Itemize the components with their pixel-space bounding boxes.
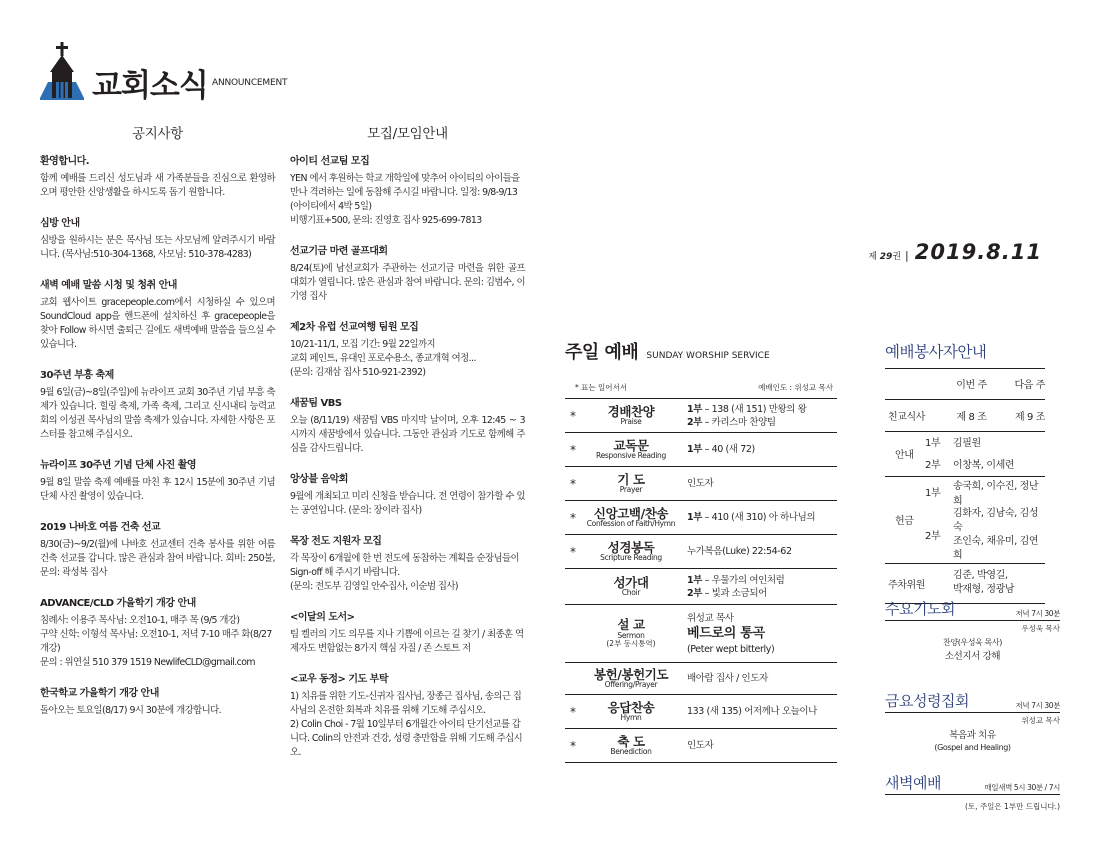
worship-row (565, 433, 837, 467)
notice-title: 뉴라이프 30주년 기념 단체 사진 촬영 (40, 460, 197, 471)
standing-note: * 표는 일어서서 (575, 383, 627, 392)
worship-item-en: Sermon (617, 631, 645, 641)
gathering-item (290, 673, 525, 760)
notice-item (40, 459, 275, 504)
notice-item (40, 369, 275, 442)
friday-time: 저녁 7시 30분 (1015, 701, 1060, 710)
worship-item-en: Responsive Reading (596, 451, 666, 461)
worship-item-en: Choir (621, 588, 641, 598)
gathering-body: 각 목장이 6개월에 한 번 전도에 동참하는 계획을 순장님들이 Sign-off 해 주시기 바랍니다. (문의: 전도부 김영일 안수집사, 이순범 집사) (290, 553, 520, 592)
detail-text: – 카리스마 찬양팀 (702, 416, 776, 428)
worship-item-ko: 봉헌/봉헌기도 (593, 666, 669, 682)
worship-item-detail (681, 511, 837, 524)
gathering-title: 제2차 유럽 선교여행 팀원 모집 (290, 322, 419, 333)
worship-item-name (581, 507, 681, 529)
standing-mark: * (570, 704, 576, 719)
page-title: 교회소식 (92, 68, 208, 104)
gathering-title: 목장 전도 지원자 모집 (290, 536, 382, 547)
worship-item-en: Confession of Faith/Hymn (586, 519, 676, 529)
worship-order (565, 338, 837, 763)
date-separator: | (905, 249, 909, 262)
gathering-body: 10/21-11/1, 모집 기간: 9월 22일까지 교회 페인트, 유대인 포로수용소, 종교개혁 여정... (문의: 김재삼 집사 510-921-2392) (290, 339, 476, 378)
sermon-preacher: 위성교 목사 (687, 612, 734, 624)
gathering-title: 선교기금 마련 골프대회 (290, 246, 388, 257)
guide-label: 안내 (895, 450, 914, 461)
detail-text: – 138 (새 151) 만왕의 왕 (702, 403, 807, 415)
gathering-title: 새꿈팀 VBS (290, 398, 342, 409)
notice-title: 한국학교 가을학기 개강 안내 (40, 688, 159, 699)
servants-table (885, 340, 1045, 604)
worship-detail-line (687, 477, 837, 490)
standing-mark: * (570, 544, 576, 559)
worship-header (565, 338, 837, 364)
service-part: 2부 (687, 416, 702, 428)
greeter-label: 친교식사 (888, 411, 926, 423)
worship-row (565, 501, 837, 535)
servants-grid (885, 369, 1045, 604)
wednesday-speaker: 찬양(우성욱 목사) (943, 638, 1002, 647)
gathering-item (290, 535, 525, 594)
gathering-item (290, 321, 525, 380)
gathering-body: 1) 치유를 위한 기도-신귀자 집사님, 장종근 집사님, 송의근 집사님의 온전한 회복과 치유를 위해 기도해 주십시오. 2) Colin Choi - 7월 10일부터 6개월간 아이티 단기선교를 갑니다. Colin의 안전과 건강, 성령 충만함을 위해 기도해 주십시오. (290, 691, 523, 758)
gathering-body: 팀 켈러의 기도 의무를 지나 기쁨에 이르는 길 찾기 / 최종훈 역 제자도 변함없는 8가지 핵심 자질 / 존 스토트 저 (290, 629, 524, 654)
worship-item-en: Prayer (619, 485, 643, 495)
worship-subtitle: SUNDAY WORSHIP SERVICE (646, 351, 770, 361)
worship-row (565, 695, 837, 729)
friday-topic: 복음과 치유 (949, 730, 996, 741)
offering-label: 헌금 (895, 516, 914, 527)
notice-item (40, 597, 275, 670)
worship-row (565, 663, 837, 695)
sermon-title: 베드로의 통곡 (687, 625, 765, 641)
worship-item-detail (681, 477, 837, 490)
notice-title: 심방 안내 (40, 218, 80, 229)
worship-row (565, 569, 837, 605)
servants-title: 예배봉사자안내 (885, 340, 1045, 369)
gathering-item (290, 473, 525, 518)
wednesday-prayer (885, 598, 1060, 663)
offering-part: 2부 (925, 531, 941, 542)
service-part: 2부 (687, 587, 702, 599)
greeter-this: 제 8 조 (956, 411, 987, 423)
friday-meeting (885, 690, 1060, 754)
friday-title: 금요성령집회 (885, 692, 969, 710)
worship-item-detail (681, 545, 837, 558)
worship-item-ko: 축 도 (617, 733, 645, 749)
worship-item-detail (681, 612, 837, 656)
standing-mark: * (570, 442, 576, 457)
notice-item (40, 687, 275, 718)
notices-heading: 공지사항 (132, 126, 183, 142)
friday-topic-en: (Gospel and Healing) (934, 743, 1011, 752)
guide-names: 김필원 (953, 438, 981, 450)
notice-item (40, 521, 275, 580)
service-part: 1부 (687, 444, 702, 455)
worship-detail-line (687, 416, 837, 429)
guide-part: 2부 (925, 460, 941, 472)
detail-text: 누가복음(Luke) 22:54-62 (687, 546, 792, 557)
friday-leader: 위성교 목사 (1021, 716, 1060, 725)
notice-title: 환영합니다. (40, 156, 90, 167)
worship-item-ko: 경배찬양 (607, 403, 655, 419)
detail-text: – 우물가의 여인처럼 (702, 574, 785, 586)
worship-item-detail (681, 443, 837, 456)
page-subtitle: ANNOUNCEMENT (212, 78, 288, 88)
col-next-week: 다음 주 (1014, 380, 1045, 392)
worship-item-ko: 응답찬송 (607, 699, 655, 715)
service-part: 1부 (687, 403, 702, 415)
worship-item-en: Offering/Prayer (604, 680, 658, 690)
gathering-item (290, 245, 525, 304)
worship-item-name (581, 541, 681, 563)
parking-label: 주차위원 (888, 579, 926, 591)
worship-detail-line (687, 574, 837, 587)
worship-detail-line (687, 443, 837, 456)
servants-blank-cell (885, 369, 947, 399)
volume-suffix: 권 (892, 252, 902, 262)
notice-title: 30주년 부흥 축제 (40, 370, 114, 381)
gathering-title: 앙상블 음악회 (290, 474, 348, 485)
gathering-title: 아이티 선교팀 모집 (290, 156, 370, 167)
worship-item-name (581, 576, 681, 598)
notice-title: 새벽 예배 말씀 시청 및 청취 안내 (40, 280, 177, 291)
gathering-item (290, 155, 525, 228)
worship-title: 주일 예배 (565, 342, 639, 363)
worship-item-note: (2부 동시통역) (606, 639, 656, 649)
wednesday-leader: 우성욱 목사 (1021, 624, 1060, 633)
gatherings-column (290, 122, 525, 777)
worship-item-en: Benediction (610, 747, 652, 757)
worship-item-name (581, 668, 681, 690)
worship-rows (565, 399, 837, 763)
dawn-service (885, 772, 1060, 812)
sermon-title-en: (Peter wept bitterly) (687, 643, 775, 655)
standing-mark: * (570, 476, 576, 491)
worship-detail-line (687, 511, 837, 524)
notice-body: 돌아오는 토요일(8/17) 9시 30분에 개강합니다. (40, 705, 222, 716)
wednesday-header (885, 598, 1060, 621)
dawn-note: (토, 주일은 1부만 드립니다.) (965, 802, 1060, 811)
service-part: 1부 (687, 512, 702, 523)
gathering-body: 오늘 (8/11/19) 새꿈팀 VBS 마지막 날이며, 오후 12:45 ~ 3시까지 새꿈방에서 있습니다. 그동안 관심과 기도로 함께해 주심을 감사드립니다. (290, 415, 525, 454)
gatherings-heading: 모집/모임안내 (367, 126, 448, 142)
volume-number (868, 249, 901, 262)
detail-text: 인도자 (687, 478, 714, 489)
notice-body: 교회 웹사이트 gracepeople.com에서 시청하실 수 있으며 SoundCloud app을 핸드폰에 설치하신 후 gracepeople을 찾아 Follow 하시면 출퇴근 길에도 새벽예배 말씀을 들으실 수 있습니다. (40, 297, 275, 350)
worship-item-name (581, 473, 681, 495)
service-part: 1부 (687, 574, 702, 586)
gathering-body: 9월에 개최되고 미리 신청을 받습니다. 전 연령이 참가할 수 있는 공연입니다. (문의: 장이라 집사) (290, 491, 525, 516)
worship-item-ko: 교독문 (613, 437, 649, 453)
worship-detail-line (687, 545, 837, 558)
worship-detail-line (687, 739, 837, 752)
dawn-time: 매일새벽 5시 30분 / 7시 (984, 783, 1060, 792)
worship-item-name (581, 405, 681, 427)
worship-item-detail (681, 705, 837, 718)
worship-row (565, 729, 837, 763)
wednesday-time: 저녁 7시 30분 (1015, 609, 1060, 618)
greeter-next: 제 9 조 (1014, 411, 1045, 423)
dawn-title: 새벽예배 (885, 774, 941, 792)
date-value: 2019.8.11 (914, 240, 1042, 264)
notice-item (40, 217, 275, 262)
volume-value: 29 (879, 252, 893, 262)
worship-item-ko: 기 도 (617, 471, 645, 487)
worship-item-ko: 설 교 (617, 617, 645, 633)
detail-text: – 빛과 소금되어 (702, 587, 767, 599)
offering-part: 1부 (925, 488, 941, 499)
notice-body: 9월 6일(금)~8일(주일)에 뉴라이프 교회 30주년 기념 부흥 축제가 있습니다. 힐링 축제, 가족 축제, 그리고 신시내티 능력교회의 이성권 목사님의 말씀 축제가 있습니다. 자세한 사항은 포스터를 참고해 주십시오. (40, 387, 275, 440)
gathering-title: <이달의 도서> (290, 612, 355, 623)
offering-names: 송국희, 이수진, 정난희 (953, 480, 1039, 507)
worship-detail-line (687, 672, 837, 685)
guide-names: 이창복, 이세련 (953, 460, 1015, 472)
worship-item-name (581, 439, 681, 461)
worship-item-detail (681, 672, 837, 685)
worship-item-ko: 성경봉독 (607, 539, 655, 555)
gathering-item (290, 397, 525, 456)
wednesday-topic: 소선지서 강해 (944, 651, 1001, 662)
offering-names: 김화자, 김남숙, 김성숙 조인숙, 채유미, 김연희 (953, 507, 1039, 561)
worship-item-en: Praise (620, 417, 642, 427)
notice-body: 8/30(금)~9/2(월)에 나바호 선교센터 건축 봉사를 위한 여름 건축 선교를 갑니다. 많은 관심과 참여 바랍니다. 회비: 250불, 문의: 곽성복 집사 (40, 539, 275, 578)
worship-detail-line (687, 403, 837, 416)
detail-text: 인도자 (687, 740, 714, 751)
notice-body: 함께 예배를 드리신 성도님과 새 가족분들을 진심으로 환영하오며 평안한 신앙생활을 하시도록 돕기 원합니다. (40, 173, 275, 198)
parking-names: 김준, 박영길, 박재형, 정광남 (953, 570, 1015, 595)
dawn-header (885, 772, 1060, 795)
wednesday-title: 수요기도회 (885, 600, 955, 618)
notice-item (40, 155, 275, 200)
detail-text: – 410 (새 310) 아 하나님의 (702, 512, 816, 523)
gathering-title: <교우 동정> 기도 부탁 (290, 674, 388, 685)
worship-item-name (581, 618, 681, 648)
church-icon (40, 42, 84, 100)
worship-item-en: Hymn (620, 713, 642, 723)
worship-item-detail (681, 739, 837, 752)
volume-prefix: 제 (868, 252, 877, 262)
friday-header (885, 690, 1060, 713)
col-this-week: 이번 주 (956, 380, 987, 392)
worship-item-ko: 신앙고백/찬송 (593, 505, 669, 521)
standing-mark: * (570, 510, 576, 525)
gathering-item (290, 611, 525, 656)
worship-item-name (581, 701, 681, 723)
gathering-body: YEN 에서 후원하는 학교 개학일에 맞추어 아이티의 아이들을 만나 격려하는 일에 동참해 주시길 바랍니다. 일정: 9/8-9/13 (아이티에서 4박 5일) 비행기표+500, 문의: 진영호 집사 925-699-7813 (290, 173, 520, 226)
worship-leader: 예배인도 : 위성교 목사 (758, 383, 833, 392)
standing-mark: * (570, 738, 576, 753)
notices-column (40, 122, 275, 735)
worship-note-row (565, 382, 837, 399)
standing-mark: * (570, 408, 576, 423)
bulletin-date (868, 240, 1042, 264)
notice-body: 심방을 원하시는 분은 목사님 또는 사모님께 알려주시기 바랍니다. (목사님:510-304-1368, 사모님: 510-378-4283) (40, 235, 275, 260)
worship-item-detail (681, 574, 837, 600)
worship-item-name (581, 735, 681, 757)
guide-part: 1부 (925, 438, 941, 450)
detail-text: 배아람 집사 / 인도자 (687, 673, 768, 684)
worship-item-en: Scripture Reading (600, 553, 662, 563)
notice-title: 2019 나바호 여름 건축 선교 (40, 522, 161, 533)
worship-item-detail (681, 403, 837, 429)
notice-item (40, 279, 275, 352)
notice-title: ADVANCE/CLD 가을학기 개강 안내 (40, 598, 196, 609)
gathering-body: 8/24(토)에 남선교회가 주관하는 선교기금 마련을 위한 골프대회가 열립니다. 많은 관심과 참여 바랍니다. 문의: 김범수, 이기영 집사 (290, 263, 525, 302)
worship-row (565, 467, 837, 501)
worship-item-ko: 성가대 (613, 574, 649, 590)
notice-body: 침례사: 이용주 목사님: 오전10-1, 매주 목 (9/5 개강) 구약 신학: 이형석 목사님: 오전10-1, 저녁 7-10 매주 화(8/27 개강) 문의 : 위연실 510 379 1519 NewlifeCLD@gmail.com (40, 615, 272, 668)
worship-row (565, 535, 837, 569)
worship-row (565, 605, 837, 663)
worship-detail-line (687, 587, 837, 600)
worship-row (565, 399, 837, 433)
worship-detail-line (687, 705, 837, 718)
detail-text: 133 (새 135) 어저께나 오늘이나 (687, 706, 817, 717)
notice-body: 9월 8일 말씀 축제 예배를 마친 후 12시 15분에 30주년 기념 단체 사진 촬영이 있습니다. (40, 477, 275, 502)
detail-text: – 40 (새 72) (702, 444, 755, 455)
